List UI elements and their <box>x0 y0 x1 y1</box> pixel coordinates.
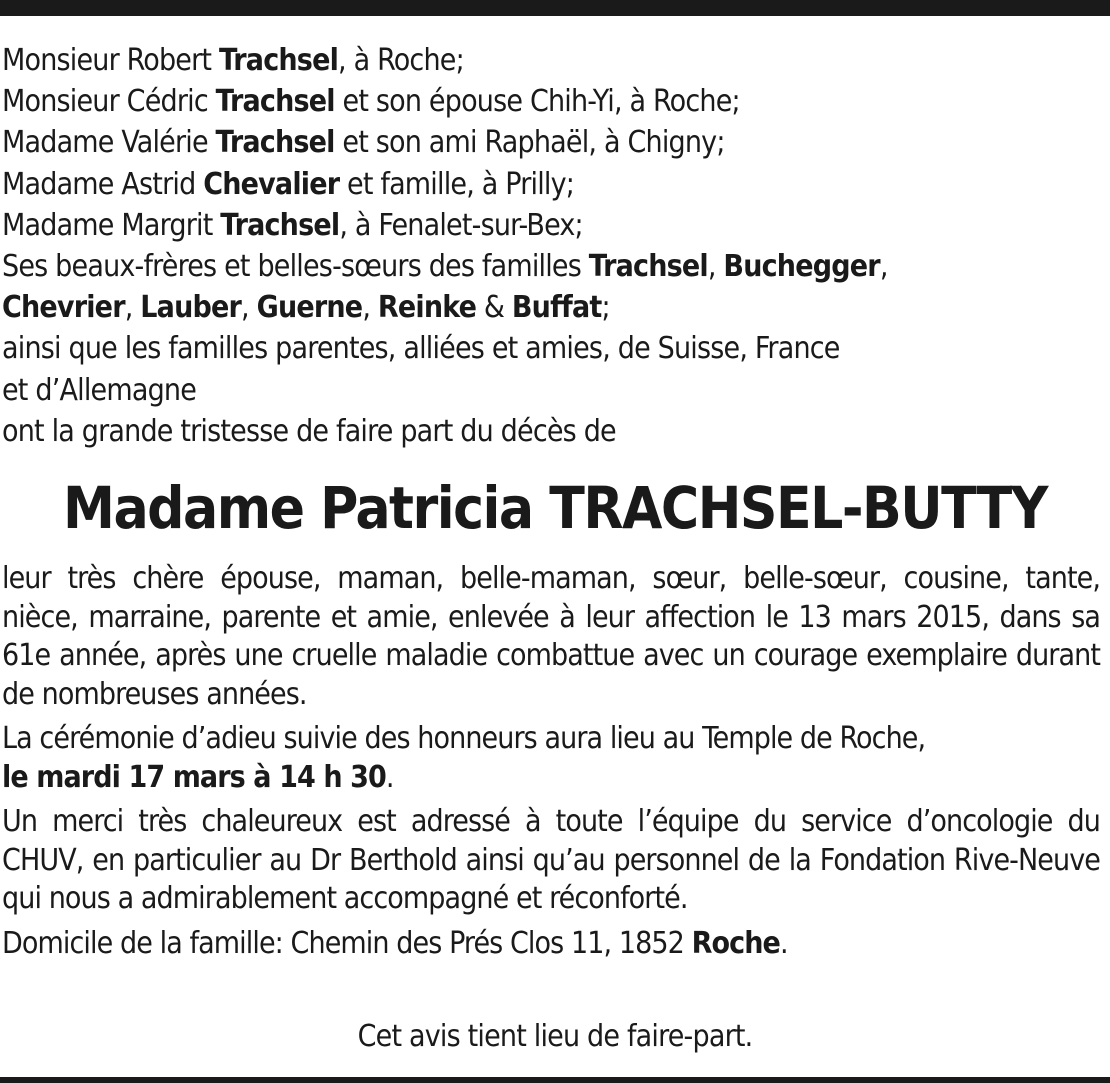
text: Monsieur Cédric <box>2 84 216 120</box>
text: Monsieur Robert <box>2 43 219 78</box>
surname: Reinke <box>377 290 477 326</box>
bottom-rule <box>0 1077 1110 1083</box>
surname: Trachsel <box>588 249 708 285</box>
family-line <box>2 164 1102 205</box>
family-line: et d’Allemagne <box>2 372 197 408</box>
body-paragraph-address <box>2 925 1100 964</box>
surname: Chevrier <box>2 290 125 326</box>
surname: Buchegger <box>723 249 880 285</box>
separator: , <box>362 290 378 326</box>
family-list <box>2 40 1102 452</box>
separator: ; <box>601 290 610 326</box>
notice-body <box>2 560 1100 969</box>
surname: Chevalier <box>203 166 340 202</box>
text: . <box>779 925 788 961</box>
separator: & <box>476 290 512 326</box>
text: et son épouse Chih-Yi, à Roche; <box>334 84 740 120</box>
text: et famille, à Prilly; <box>339 166 575 202</box>
text: Madame Margrit <box>2 207 221 243</box>
body-paragraph-ceremony <box>2 720 1100 797</box>
deceased-name: Madame Patricia TRACHSEL-BUTTY <box>63 474 1047 542</box>
surname: Guerne <box>256 290 363 326</box>
separator: , <box>707 249 724 285</box>
body-paragraph-tribute: leur très chère épouse, maman, belle-maman, sœur, belle-sœur, cousine, tante, nièce, marraine, parente et amie, enlevée à leur affection le 13 mars 2015, dans sa 61e année, après une cruelle maladie combattue avec un courage exemplaire durant de nombreuses années. <box>2 561 1100 712</box>
address-text: Domicile de la famille: Chemin des Prés Clos 11, 1852 <box>2 925 692 961</box>
family-line <box>2 246 1102 287</box>
separator: , <box>241 290 257 326</box>
separator: , <box>124 290 141 326</box>
text: , à Roche; <box>338 43 464 78</box>
family-line <box>2 40 1102 81</box>
surname: Buffat <box>511 290 602 326</box>
surname: Trachsel <box>218 43 339 78</box>
text: Madame Valérie <box>2 125 216 161</box>
surname: Trachsel <box>215 125 335 161</box>
text: . <box>385 759 394 795</box>
surname: Trachsel <box>220 207 340 243</box>
text: et son ami Raphaël, à Chigny; <box>334 125 725 161</box>
body-paragraph-thanks: Un merci très chaleureux est adressé à toute l’équipe du service d’oncologie du CHUV, en particulier au Dr Berthold ainsi qu’au personnel de la Fondation Rive-Neuve qui nous a admirablement accompagné et réconforté. <box>2 804 1100 916</box>
ceremony-date: le mardi 17 mars à 14 h 30 <box>2 759 386 795</box>
surname: Lauber <box>140 290 242 326</box>
closing-note: Cet avis tient lieu de faire-part. <box>357 1019 753 1054</box>
family-line: ont la grande tristesse de faire part du décès de <box>2 413 616 449</box>
family-line <box>2 287 1102 328</box>
ceremony-text: La cérémonie d’adieu suivie des honneurs aura lieu au Temple de Roche, <box>2 721 926 756</box>
text: Madame Astrid <box>2 166 204 202</box>
separator: , <box>879 249 888 285</box>
top-rule <box>0 0 1110 16</box>
family-line: ainsi que les familles parentes, alliées et amies, de Suisse, France <box>2 331 840 367</box>
surname: Trachsel <box>215 84 335 120</box>
text: , à Fenalet-sur-Bex; <box>339 207 583 243</box>
family-line <box>2 122 1102 163</box>
family-line <box>2 205 1102 246</box>
address-town: Roche <box>691 925 780 961</box>
family-line <box>2 81 1102 122</box>
text: Ses beaux-frères et belles-sœurs des familles <box>2 249 589 285</box>
